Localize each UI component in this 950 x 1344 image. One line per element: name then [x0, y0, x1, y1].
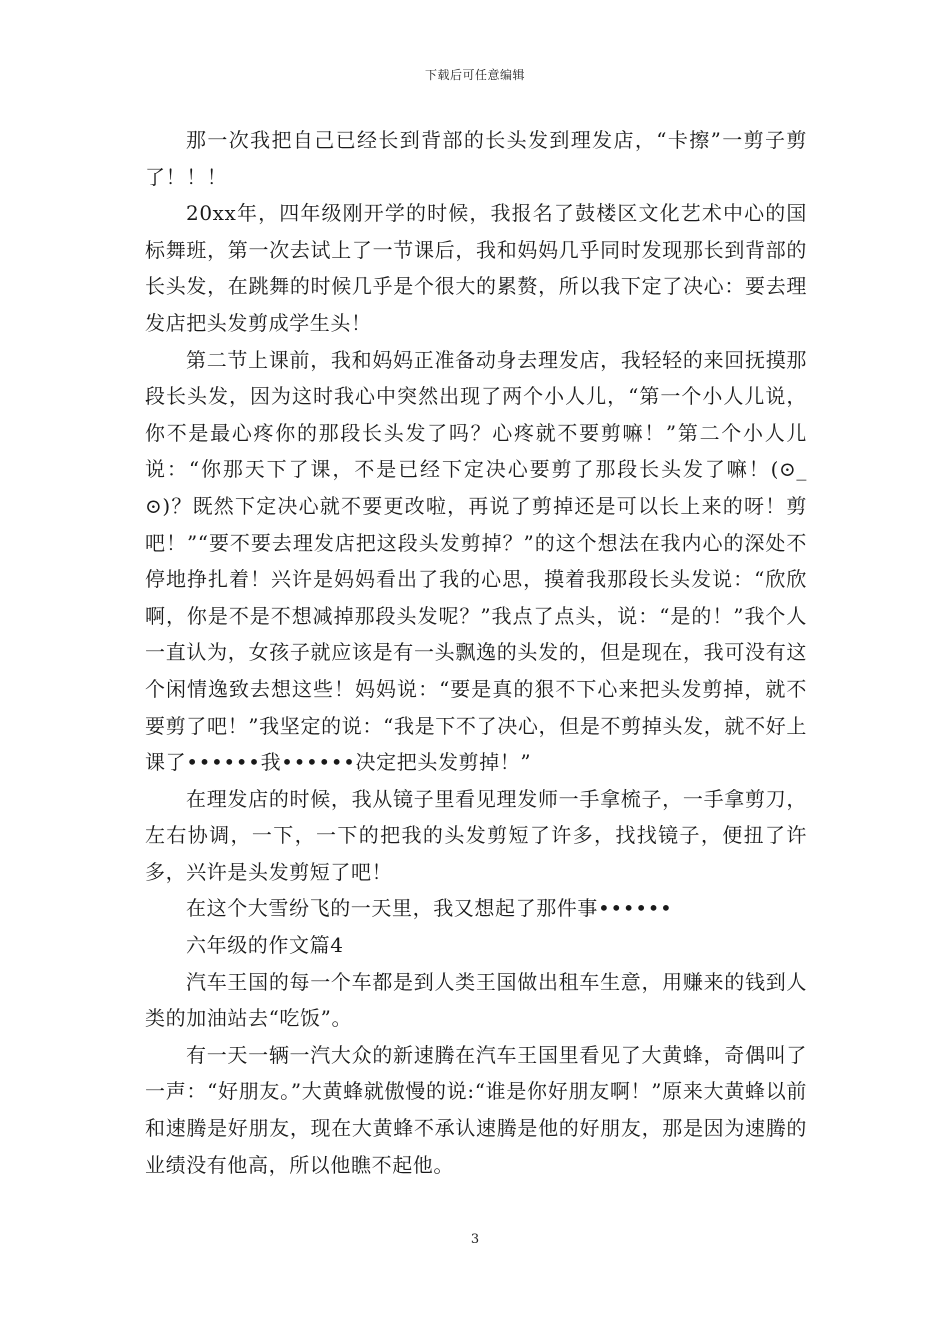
page-header: 下载后可任意编辑: [424, 68, 525, 82]
paragraph: 第二节上课前，我和妈妈正准备动身去理发店，我轻轻的来回抚摸那段长头发，因为这时我心中突然出现了两个小人儿，“第一个小人儿说，你不是最心疼你的那段长头发了吗？心疼就不要剪嘛！”第二个小人儿说：“你那天下了课，不是已经下定决心要剪了那段长头发了嘛！(⊙_⊙)？既然下定决心就不要更改啦，再说了剪掉还是可以长上来的呀！剪吧！”“要不要去理发店把这段头发剪掉？”的这个想法在我内心的深处不停地挣扎着！兴许是妈妈看出了我的心思，摸着我那段长头发说：“欣欣啊，你是不是不想减掉那段头发呢？”我点了点头，说：“是的！”我个人一直认为，女孩子就应该是有一头飘逸的头发的，但是现在，我可没有这个闲情逸致去想这些！妈妈说：“要是真的狠不下心来把头发剪掉，就不要剪了吧！”我坚定的说：“我是下不了决心，但是不剪掉头发，就不好上课了••••••我••••••决定把头发剪掉！”: [145, 347, 807, 775]
paragraph: 那一次我把自己已经长到背部的长头发到理发店，“卡擦”一剪子剪了！！！: [145, 128, 807, 189]
document-body: [145, 122, 807, 1183]
paragraph: 20xx年，四年级刚开学的时候，我报名了鼓楼区文化艺术中心的国标舞班，第一次去试上了一节课后，我和妈妈几乎同时发现那长到背部的长头发，在跳舞的时候几乎是个很大的累赘，所以我下定了决心：要去理发店把头发剪成学生头！: [145, 201, 807, 335]
paragraph: 在理发店的时候，我从镜子里看见理发师一手拿梳子，一手拿剪刀，左右协调，一下，一下的把我的头发剪短了许多，找找镜子，便扭了许多，兴许是头发剪短了吧！: [145, 786, 807, 884]
section-heading: 六年级的作文篇4: [186, 933, 344, 958]
paragraph: 汽车王国的每一个车都是到人类王国做出租车生意，用赚来的钱到人类的加油站去“吃饭”。: [145, 969, 807, 1031]
page-number: 3: [470, 1232, 480, 1247]
paragraph: 在这个大雪纷飞的一天里，我又想起了那件事••••••: [186, 896, 673, 921]
paragraph: 有一天一辆一汽大众的新速腾在汽车王国里看见了大黄蜂，奇偶叫了一声：“好朋友。”大黄蜂就傲慢的说:“谁是你好朋友啊！”原来大黄蜂以前和速腾是好朋友，现在大黄蜂不承认速腾是他的好朋友，那是因为速腾的业绩没有他高，所以他瞧不起他。: [145, 1042, 807, 1177]
